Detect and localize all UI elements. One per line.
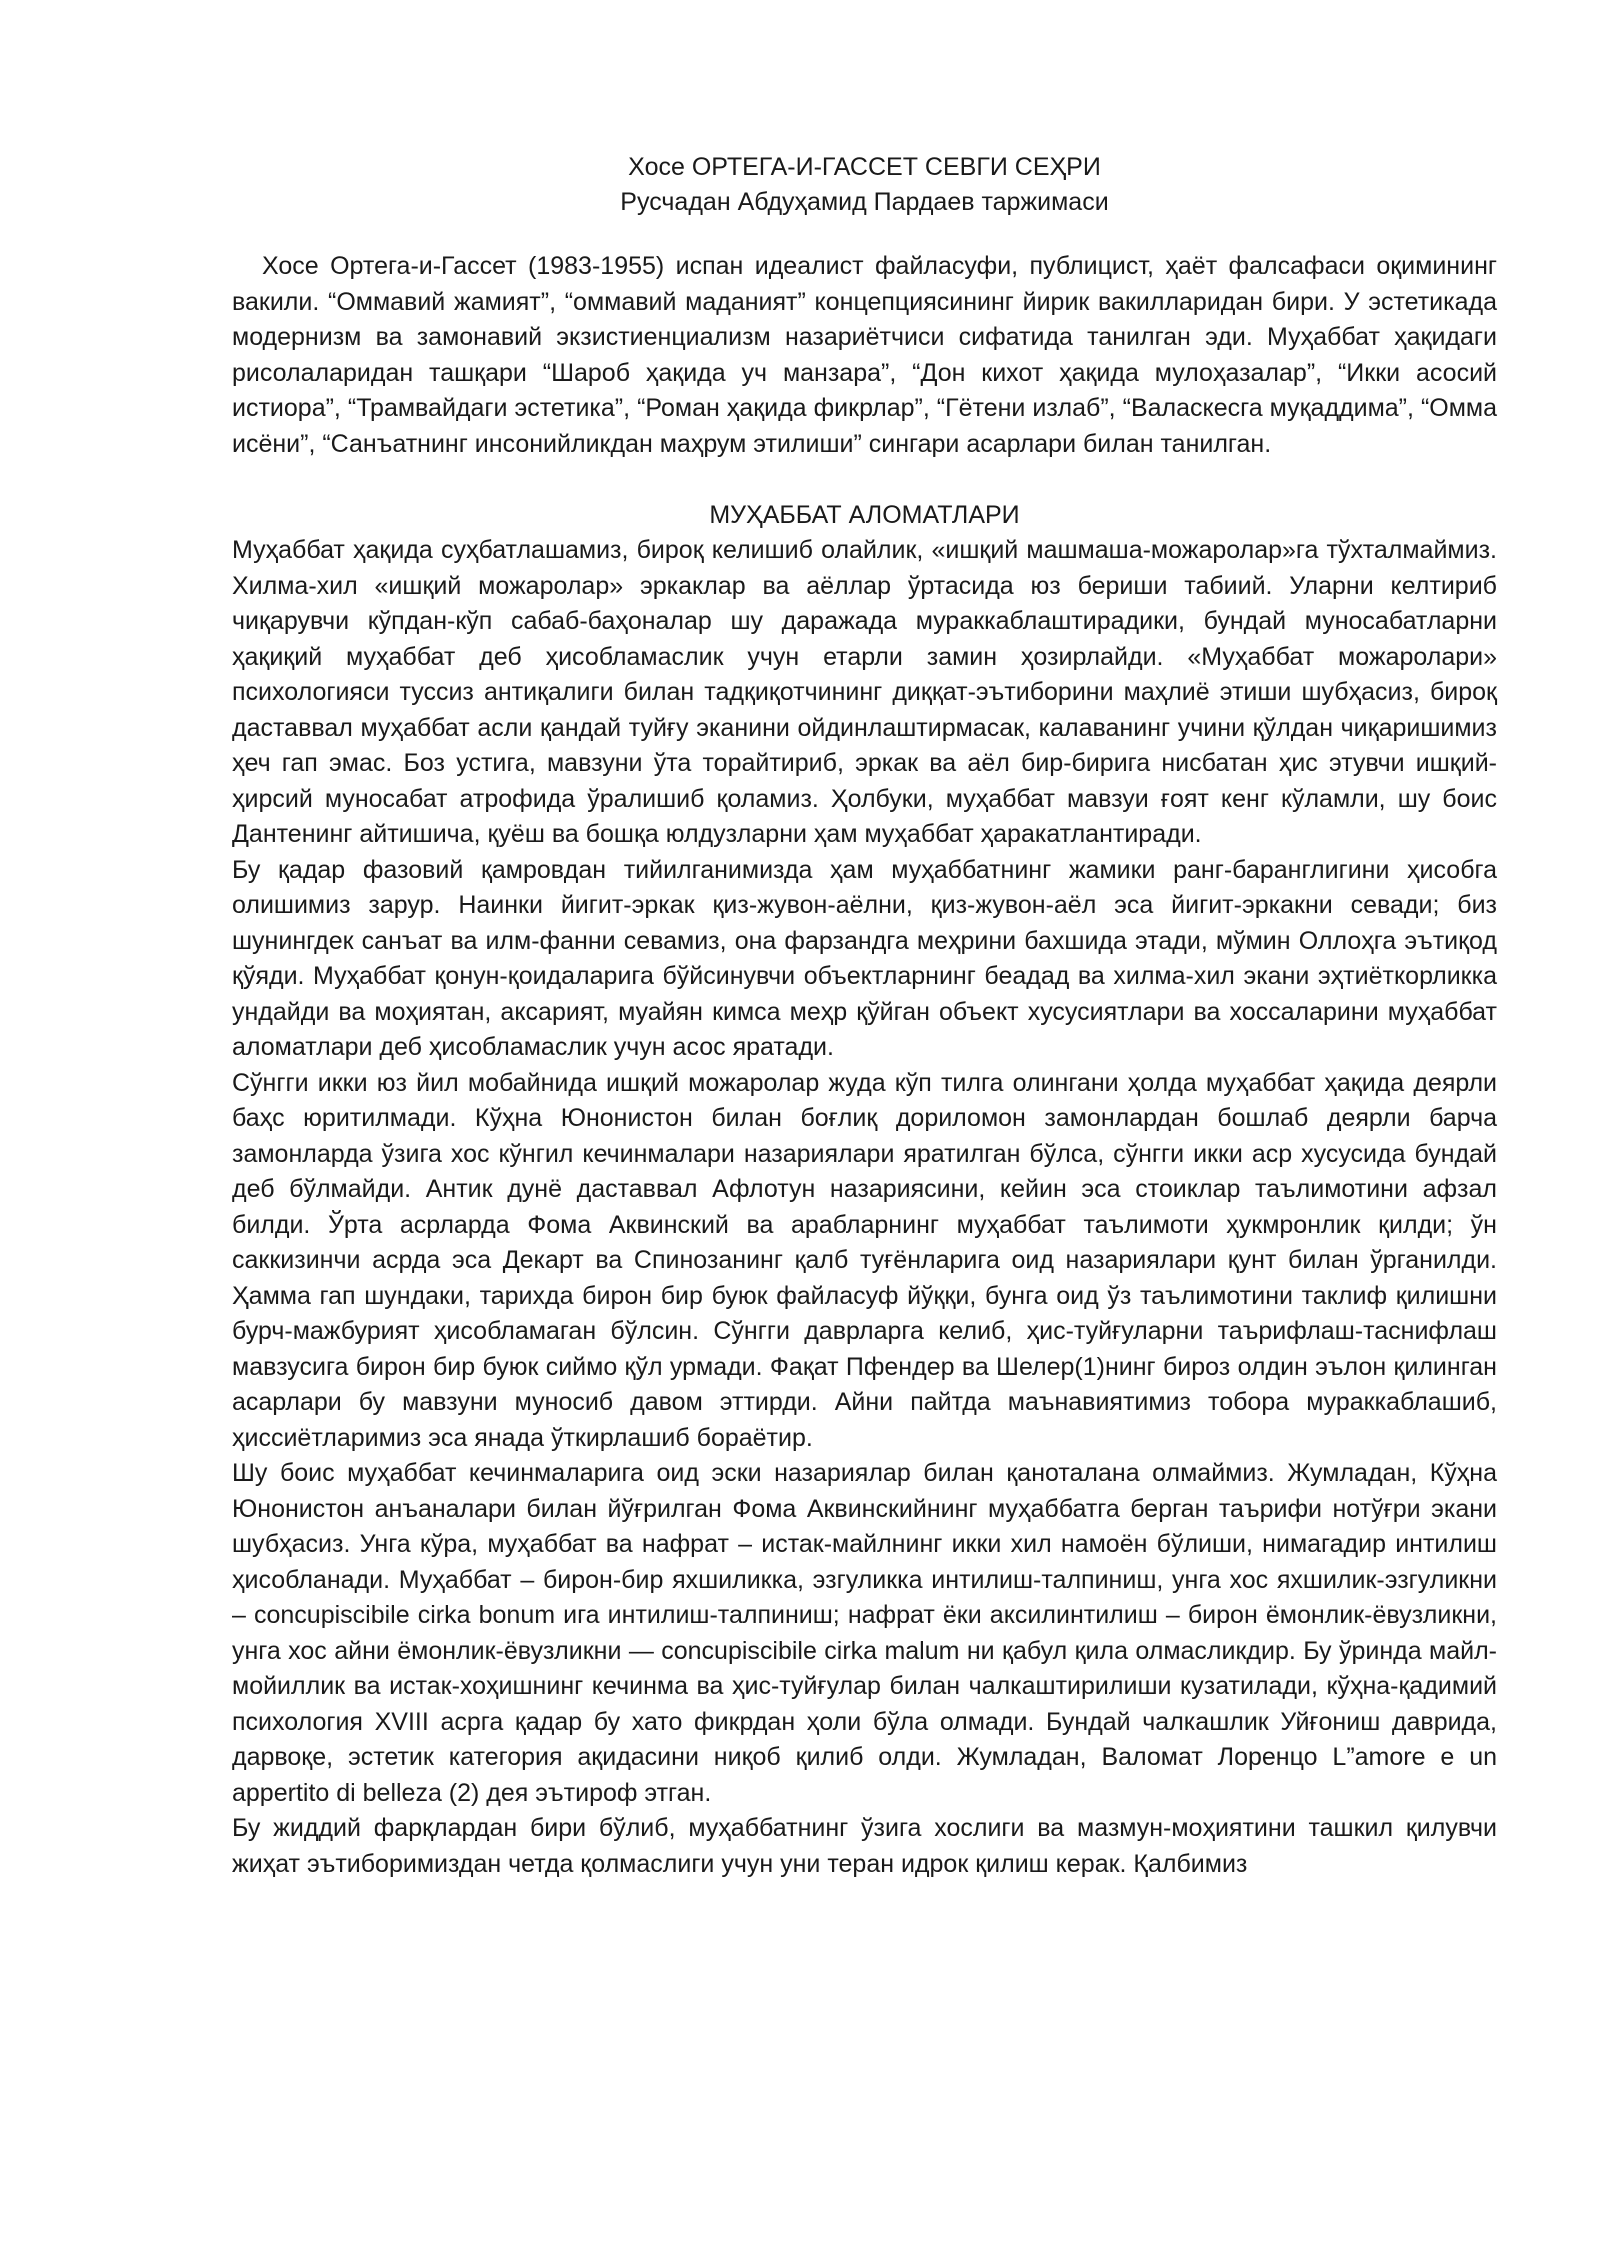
title-block [232, 150, 1497, 220]
document-title: Хосе ОРТЕГА-И-ГАССЕТ СЕВГИ СЕҲРИ [628, 153, 1101, 181]
intro-paragraph: Хосе Ортега-и-Гассет (1983-1955) испан идеалист файласуфи, публицист, ҳаёт фалсафаси оқимининг вакили. “Оммавий жамият”, “оммавий маданият” концепциясининг йирик вакилларидан бири. У эстетикада модернизм ва замонавий экзистиенциализм назариётчиси сифатида танилган эди. Муҳаббат ҳақидаги рисолаларидан ташқари “Шароб ҳақида уч манзара”, “Дон кихот ҳақида мулоҳазалар”, “Икки асосий истиора”, “Трамвайдаги эстетика”, “Роман ҳақида фикрлар”, “Гётени излаб”, “Валаскесга муқаддима”, “Омма исёни”, “Санъатнинг инсонийликдан маҳрум этилиши” сингари асарлари билан танилган. [232, 252, 1497, 458]
section-heading: МУҲАББАТ АЛОМАТЛАРИ [709, 501, 1020, 529]
body-paragraph-5: Бу жиддий фарқлардан бири бўлиб, муҳаббатнинг ўзига хослиги ва мазмун-моҳиятини ташкил қилувчи жиҳат эътиборимиздан четда қолмаслиги учун уни теран идрок қилиш керак. Қалбимиз [232, 1814, 1497, 1878]
body-paragraph-1: Муҳаббат ҳақида суҳбатлашамиз, бироқ келишиб олайлик, «ишқий машмаша-можаролар»га тўхталмаймиз. Хилма-хил «ишқий можаролар» эркаклар ва аёллар ўртасида юз бериши табиий. Уларни келтириб чиқарувчи кўпдан-кўп сабаб-баҳоналар шу даражада мураккаблаштирадики, бундай муносабатларни ҳақиқий муҳаббат деб ҳисобламаслик учун етарли замин ҳозирлайди. «Муҳаббат можаролари» психологияси туссиз антиқалиги билан тадқиқотчининг диққат-эътиборини маҳлиё этиши шубҳасиз, бироқ даставвал муҳаббат асли қандай туйғу эканини ойдинлаштирмасак, калаванинг учини қўлдан чиқаришимиз ҳеч гап эмас. Боз устига, мавзуни ўта торайтириб, эркак ва аёл бир-бирига нисбатан ҳис этувчи ишқий-ҳирсий муносабат атрофида ўралишиб қоламиз. Ҳолбуки, муҳаббат мавзуи ғоят кенг кўламли, шу боис Дантенинг айтишича, қуёш ва бошқа юлдузларни ҳам муҳаббат ҳаракатлантиради. [232, 536, 1497, 848]
body-paragraph-3: Сўнгги икки юз йил мобайнида ишқий можаролар жуда кўп тилга олингани ҳолда муҳаббат ҳақида деярли баҳс юритилмади. Кўҳна Юнонистон билан боғлиқ дориломон замонлардан бошлаб деярли барча замонларда ўзига хос кўнгил кечинмалари назариялари яратилган бўлса, сўнгги икки аср хусусида бундай деб бўлмайди. Антик дунё даставвал Афлотун назариясини, кейин эса стоиклар таълимотини афзал билди. Ўрта асрларда Фома Аквинский ва арабларнинг муҳаббат таълимоти ҳукмронлик қилди; ўн саккизинчи асрда эса Декарт ва Спинозанинг қалб туғёнларига оид назариялари қунт билан ўрганилди. Ҳамма гап шундаки, тарихда бирон бир буюк файласуф йўққи, бунга оид ўз таълимотини таклиф қилишни бурч-мажбурият ҳисобламаган бўлсин. Сўнгги даврларга келиб, ҳис-туйғуларни таърифлаш-таснифлаш мавзусига бирон бир буюк сиймо қўл урмади. Фақат Пфендер ва Шелер(1)нинг бироз олдин эълон қилинган асарлари бу мавзуни муносиб давом эттирди. Айни пайтда маънавиятимиз тобора мураккаблашиб, ҳиссиётларимиз эса янада ўткирлашиб бораётир. [232, 1068, 1497, 1452]
document-subtitle: Русчадан Абдуҳамид Пардаев таржимаси [620, 188, 1109, 216]
document-page [232, 150, 1497, 1882]
body-paragraph-2: Бу қадар фазовий қамровдан тийилганимизда ҳам муҳаббатнинг жамики ранг-баранглигини ҳисобга олишимиз зарур. Наинки йигит-эркак қиз-жувон-аёлни, қиз-жувон-аёл эса йигит-эркакни севади; биз шунингдек санъат ва илм-фанни севамиз, она фарзандга меҳрини бахшида этади, мўмин Оллоҳга эътиқод қўяди. Муҳаббат қонун-қоидаларига бўйсинувчи объектларнинг беадад ва хилма-хил экани эҳтиёткорликка ундайди ва моҳиятан, аксарият, муайян кимса меҳр қўйган объект хусусиятлари ва хоссаларини муҳаббат аломатлари деб ҳисобламаслик учун асос яратади. [232, 855, 1497, 1061]
body-paragraph-4: Шу боис муҳаббат кечинмаларига оид эски назариялар билан қаноталана олмаймиз. Жумладан, Кўҳна Юнонистон анъаналари билан йўғрилган Фома Аквинскийнинг муҳаббатга берган таърифи нотўғри экани шубҳасиз. Унга кўра, муҳаббат ва нафрат – истак-майлнинг икки хил намоён бўлиши, нимагадир интилиш ҳисобланади. Муҳаббат – бирон-бир яхшиликка, эзгуликка интилиш-талпиниш, унга хос яхшилик-эзгуликни – concupiscibile cirka bonum ига интилиш-талпиниш; нафрат ёки аксилинтилиш – бирон ёмонлик-ёвузликни, унга хос айни ёмонлик-ёвузликни — concupiscibile cirka malum ни қабул қила олмасликдир. Бу ўринда майл-мойиллик ва истак-хоҳишнинг кечинма ва ҳис-туйғулар билан чалкаштирилиши кузатилади, кўҳна-қадимий психология XVIII асрга қадар бу хато фикрдан ҳоли бўла олмади. Бундай чалкашлик Уйғониш даврида, дарвоқе, эстетик категория ақидасини ниқоб қилиб олди. Жумладан, Валомат Лоренцо L”amore e un appertito di belleza (2) дея эътироф этган. [232, 1459, 1497, 1807]
